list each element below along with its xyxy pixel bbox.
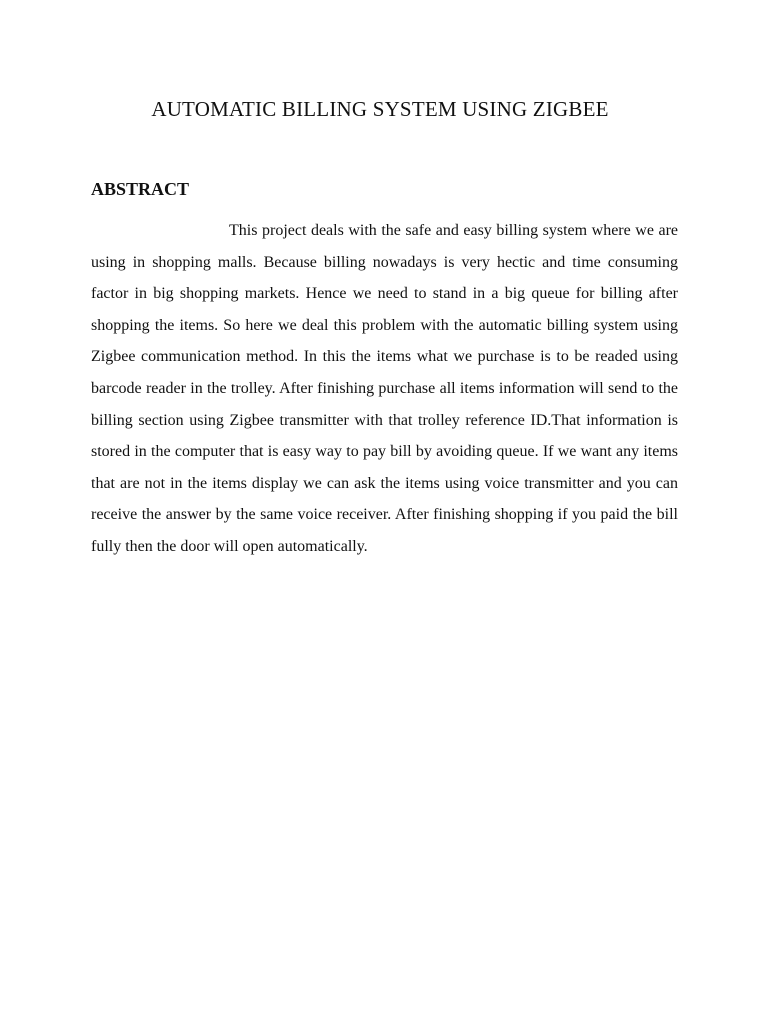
abstract-heading: ABSTRACT (91, 179, 190, 199)
abstract-paragraph: This project deals with the safe and easy billing system where we are using in shopping malls. Because billing nowadays is very hectic and time consuming factor in big shopping markets. Hence we need to stand in a big queue for billing after shopping the items. So here we deal this problem with the automatic billing system using Zigbee communication method. In this the items what we purchase is to be readed using barcode reader in the trolley. After finishing purchase all items information will send to the billing section using Zigbee transmitter with that trolley reference ID.That information is stored in the computer that is easy way to pay bill by avoiding queue. If we want any items that are not in the items display we can ask the items using voice transmitter and you can receive the answer by the same voice receiver. After finishing shopping if you paid the bill fully then the door will open automatically. (91, 222, 678, 555)
document-title: AUTOMATIC BILLING SYSTEM USING ZIGBEE (151, 97, 609, 121)
